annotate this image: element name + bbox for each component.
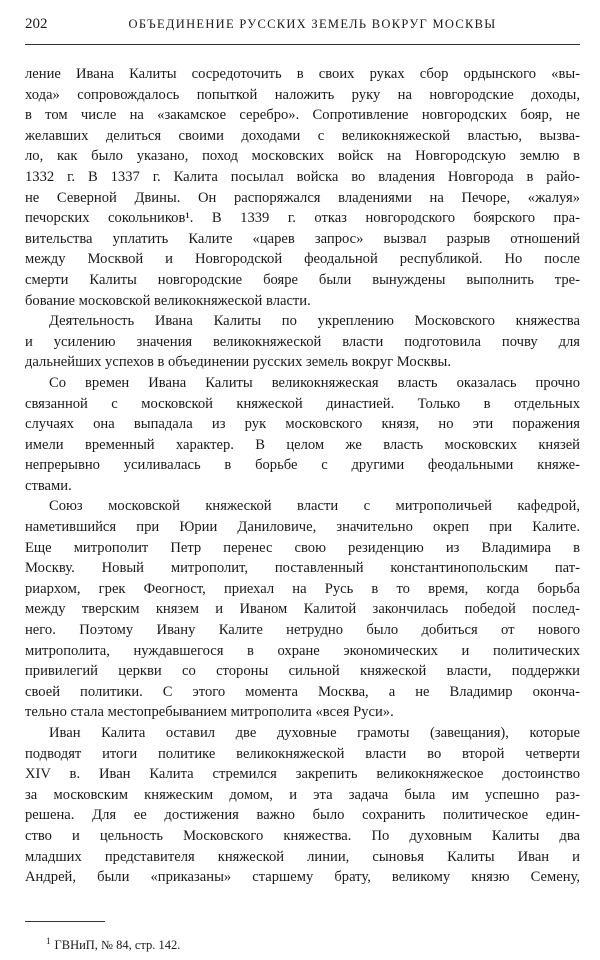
text-line: Деятельность Ивана Калиты по укреплению Московского княжества <box>49 313 580 330</box>
paragraph <box>25 64 580 311</box>
text-line: риархом, грек Феогност, приехал на Русь в то время, когда борьба <box>25 580 580 597</box>
text-line: хода» сопровождалось попыткой наложить руку на новгородские доходы, <box>25 86 580 103</box>
body-text <box>25 64 580 888</box>
paragraph <box>25 723 580 888</box>
text-line: митрополита, нуждавшегося в охране экономических и политических <box>25 642 580 659</box>
text-line: Андрей, были «приказаны» старшему брату, великому князю Семену, <box>25 869 580 886</box>
text-line: вительства уплатить Калите «царев запрос» вызвал разрыв отношений <box>25 230 580 247</box>
text-line: 1332 г. В 1337 г. Калита посылал войска во владения Новгорода в райо- <box>25 168 580 185</box>
text-line: желавших делиться своими доходами с великокняжеской властью, вызва- <box>25 127 580 144</box>
text-line: ление Ивана Калиты сосредоточить в своих руках сбор ордынского «вы- <box>25 66 580 82</box>
text-line: печорских сокольников¹. В 1339 г. отказ новгородского боярского пра- <box>25 210 580 227</box>
text-line: Союз московской княжеской власти с митрополичьей кафедрой, <box>49 498 580 515</box>
footnote-rule <box>25 921 105 922</box>
footnote-text: ГВНиП, № 84, стр. 142. <box>54 938 181 953</box>
text-line: имели временный характер. В целом же власть московских князей <box>25 436 580 453</box>
text-line: связанной с московской княжеской династией. Только в отдельных <box>25 395 580 412</box>
text-line: тельно стала местопребыванием митрополита «всея Руси». <box>25 704 394 721</box>
paragraph <box>25 311 580 373</box>
text-line: и усилению значения великокняжеской власти подготовила почву для <box>25 333 580 350</box>
text-line: не Северной Двины. Он распоряжался владениями на Печоре, «жалуя» <box>25 189 580 206</box>
text-line: ствами. <box>25 477 72 494</box>
text-line: своей политики. С этого момента Москва, а не Владимир оконча- <box>25 683 580 700</box>
text-line: между тверским князем и Иваном Калитой закончилась победой послед- <box>25 601 580 618</box>
text-line: Иван Калита оставил две духовные грамоты (завещания), которые <box>49 725 580 741</box>
text-line: XIV в. Иван Калита стремился закрепить великокняжеское достоинство <box>25 766 580 783</box>
header-rule <box>25 44 580 45</box>
footnote-marker: 1 <box>46 936 51 946</box>
text-line: привилегий церкви со стороны сильной княжеской власти, поддержки <box>25 663 580 680</box>
paragraph <box>25 496 580 723</box>
text-line: бование московской великокняжеской власти. <box>25 292 311 309</box>
text-line: Со времен Ивана Калиты великокняжеская власть оказалась прочно <box>49 374 580 391</box>
text-line: Москву. Новый митрополит, поставленный константинопольским пат- <box>25 560 580 577</box>
text-line: случаях она выпадала из рук московского князя, но эти поражения <box>25 416 580 433</box>
running-header <box>25 16 580 38</box>
text-line: него. Поэтому Ивану Калите нетрудно было добиться от нового <box>25 622 580 639</box>
text-line: ство и цельность Московского княжества. По духовным Калиты два <box>25 827 580 844</box>
text-line: решена. Для ее достижения важно было сохранить политическое един- <box>25 807 580 824</box>
text-line: младших представителя княжеской линии, сыновья Калиты Иван и <box>25 848 580 865</box>
footnote <box>46 936 180 953</box>
running-title: ОБЪЕДИНЕНИЕ РУССКИХ ЗЕМЕЛЬ ВОКРУГ МОСКВЫ <box>128 17 497 31</box>
text-line: ло, как было указано, поход московских войск на Новгородскую землю в <box>25 148 580 165</box>
text-line: Еще митрополит Петр перенес свою резиденцию из Владимира в <box>25 539 580 556</box>
text-line: за московским княжеским домом, и эта задача была им успешно раз- <box>25 786 580 803</box>
text-line: в том числе на «закамское серебро». Сопротивление новгородских бояр, не <box>25 107 580 124</box>
text-line: наметившийся при Юрии Даниловиче, значительно окреп при Калите. <box>25 519 580 536</box>
text-line: непрерывно усиливалась в борьбе с другими феодальными княже- <box>25 457 580 474</box>
page-number: 202 <box>25 16 48 32</box>
text-line: между Москвой и Новгородской феодальной республикой. Но после <box>25 251 580 268</box>
paragraph <box>25 373 580 497</box>
text-line: смерти Калиты новгородские бояре были вынуждены выполнить тре- <box>25 271 580 288</box>
text-line: подводят итоги политике великокняжеской власти во второй четверти <box>25 745 580 762</box>
text-line: дальнейших успехов в объединении русских земель вокруг Москвы. <box>25 354 451 371</box>
